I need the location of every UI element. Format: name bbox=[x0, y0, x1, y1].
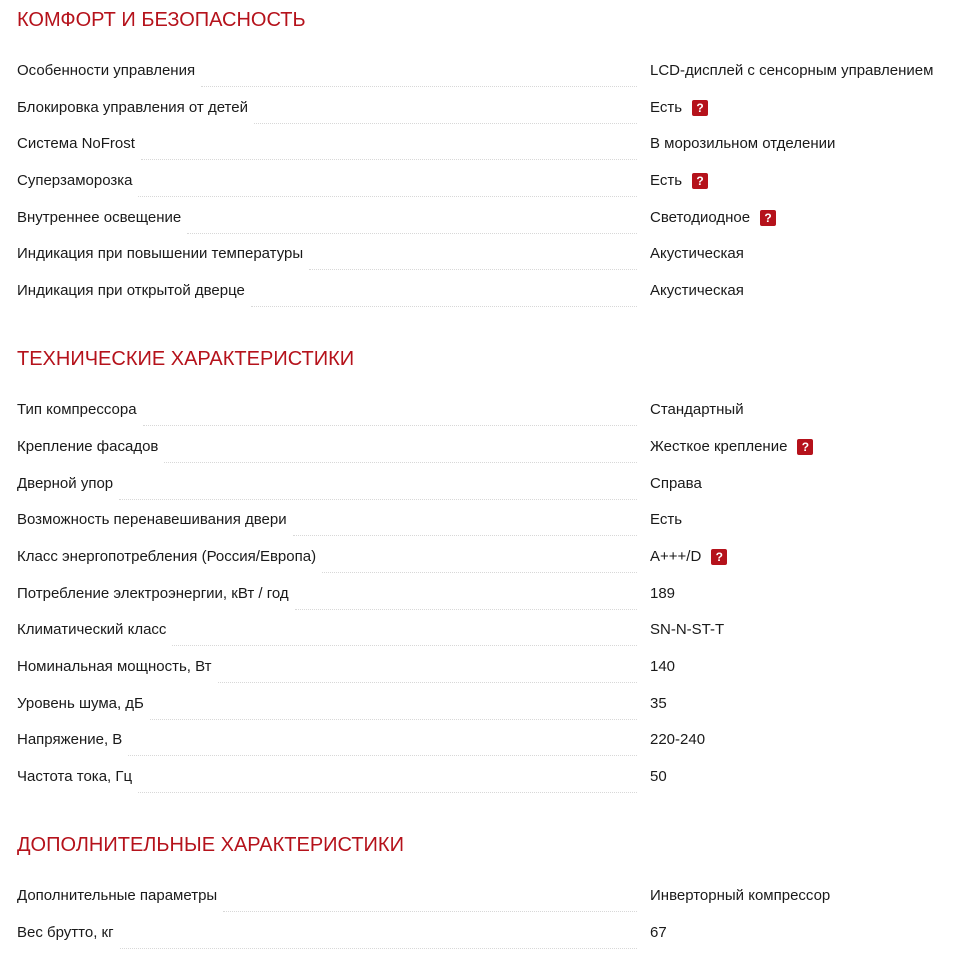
spec-row bbox=[17, 510, 962, 534]
spec-value: Стандартный bbox=[650, 401, 744, 418]
spec-row bbox=[17, 98, 962, 122]
spec-row bbox=[17, 620, 962, 644]
spec-value: 50 bbox=[650, 768, 667, 785]
section-title-comfort: КОМФОРТ И БЕЗОПАСНОСТЬ bbox=[17, 9, 306, 31]
spec-row bbox=[17, 767, 962, 791]
spec-row bbox=[17, 208, 962, 232]
spec-label: Потребление электроэнергии, кВт / год bbox=[17, 584, 637, 604]
spec-value: Акустическая bbox=[650, 245, 744, 262]
spec-row bbox=[17, 657, 962, 681]
spec-value: Справа bbox=[650, 475, 702, 492]
spec-label: Возможность перенавешивания двери bbox=[17, 510, 637, 530]
spec-value: LCD-дисплей с сенсорным управлением bbox=[650, 62, 934, 79]
help-icon[interactable]: ? bbox=[692, 173, 708, 189]
help-icon[interactable]: ? bbox=[711, 549, 727, 565]
spec-row bbox=[17, 886, 962, 910]
spec-value: В морозильном отделении bbox=[650, 135, 836, 152]
spec-row bbox=[17, 281, 962, 305]
spec-row bbox=[17, 694, 962, 718]
spec-label: Суперзаморозка bbox=[17, 171, 637, 191]
spec-label: Вес брутто, кг bbox=[17, 923, 637, 943]
spec-label: Индикация при повышении температуры bbox=[17, 244, 637, 264]
spec-label: Климатический класс bbox=[17, 620, 637, 640]
spec-label: Тип компрессора bbox=[17, 400, 637, 420]
spec-label: Уровень шума, дБ bbox=[17, 694, 637, 714]
spec-row bbox=[17, 923, 962, 947]
spec-row bbox=[17, 61, 962, 85]
spec-value: Есть ? bbox=[650, 171, 708, 191]
spec-value: 220-240 bbox=[650, 731, 706, 748]
spec-row bbox=[17, 244, 962, 268]
spec-value: A+++/D ? bbox=[650, 547, 727, 567]
spec-label: Особенности управления bbox=[17, 61, 637, 81]
help-icon[interactable]: ? bbox=[692, 100, 708, 116]
spec-value: SN-N-ST-T bbox=[650, 621, 725, 638]
spec-label: Номинальная мощность, Вт bbox=[17, 657, 637, 677]
spec-value: Акустическая bbox=[650, 282, 744, 299]
spec-row bbox=[17, 474, 962, 498]
spec-label: Крепление фасадов bbox=[17, 437, 637, 457]
spec-row bbox=[17, 437, 962, 461]
spec-value: 140 bbox=[650, 658, 676, 675]
spec-value: 189 bbox=[650, 585, 676, 602]
spec-value: 67 bbox=[650, 924, 667, 941]
spec-row bbox=[17, 584, 962, 608]
spec-value: Есть ? bbox=[650, 98, 708, 118]
section-title-technical: ТЕХНИЧЕСКИЕ ХАРАКТЕРИСТИКИ bbox=[17, 348, 355, 370]
spec-row bbox=[17, 400, 962, 424]
spec-value: Жесткое крепление ? bbox=[650, 437, 813, 457]
spec-value: Светодиодное ? bbox=[650, 208, 776, 228]
spec-label: Дополнительные параметры bbox=[17, 886, 637, 906]
section-title-additional: ДОПОЛНИТЕЛЬНЫЕ ХАРАКТЕРИСТИКИ bbox=[17, 834, 404, 856]
spec-row bbox=[17, 171, 962, 195]
spec-label: Дверной упор bbox=[17, 474, 637, 494]
spec-row bbox=[17, 134, 962, 158]
spec-label: Класс энергопотребления (Россия/Европа) bbox=[17, 547, 637, 567]
spec-value: Инверторный компрессор bbox=[650, 887, 831, 904]
spec-value: 35 bbox=[650, 695, 667, 712]
spec-row bbox=[17, 730, 962, 754]
spec-label: Индикация при открытой дверце bbox=[17, 281, 637, 301]
spec-value: Есть bbox=[650, 511, 683, 528]
help-icon[interactable]: ? bbox=[760, 210, 776, 226]
spec-row bbox=[17, 547, 962, 571]
spec-label: Внутреннее освещение bbox=[17, 208, 637, 228]
help-icon[interactable]: ? bbox=[797, 439, 813, 455]
spec-label: Напряжение, В bbox=[17, 730, 637, 750]
spec-label: Блокировка управления от детей bbox=[17, 98, 637, 118]
spec-label: Система NoFrost bbox=[17, 134, 637, 154]
spec-label: Частота тока, Гц bbox=[17, 767, 637, 787]
